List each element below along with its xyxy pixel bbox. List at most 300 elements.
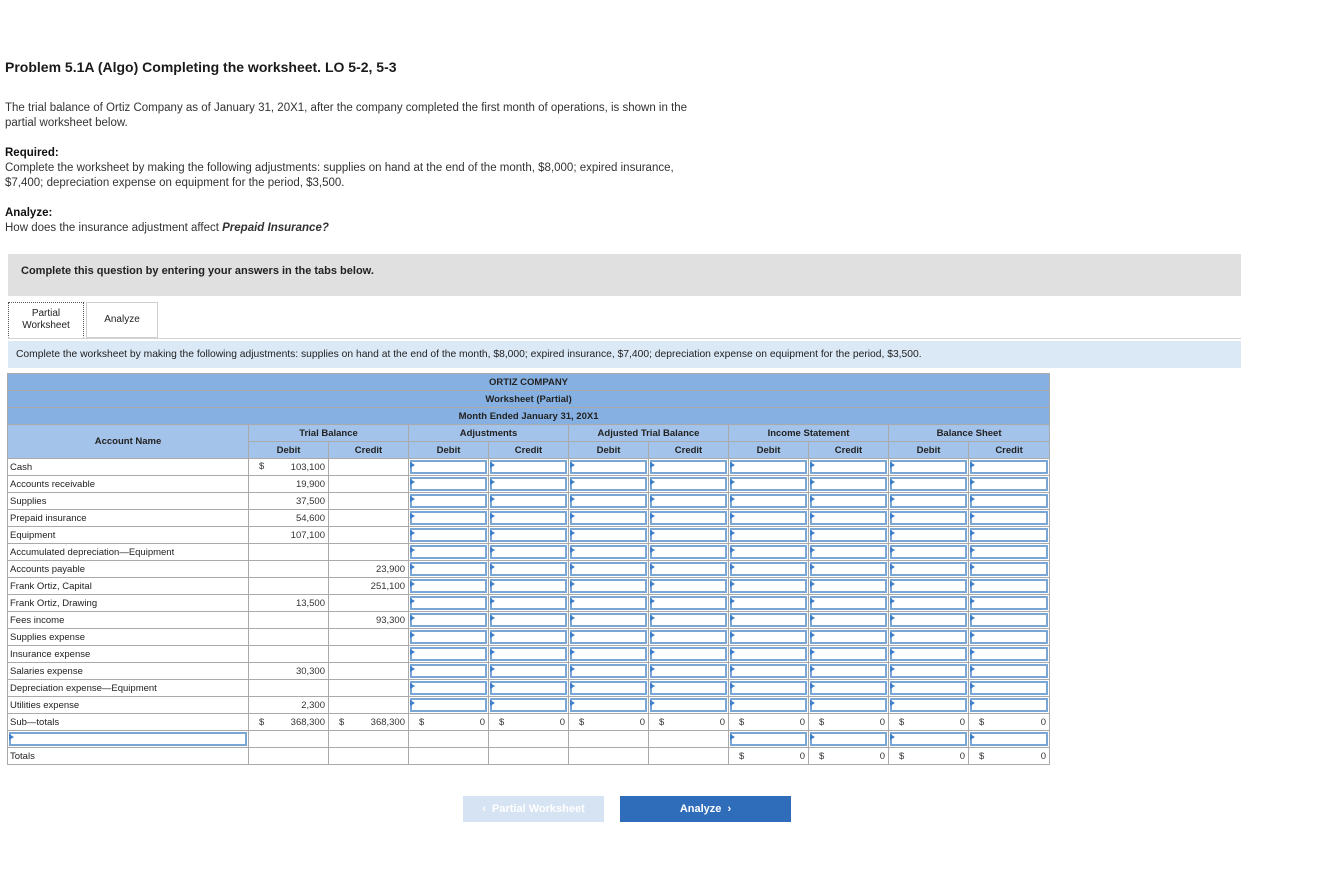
amount-input[interactable] <box>809 459 889 476</box>
tab-analyze[interactable] <box>86 302 158 338</box>
amount-input[interactable] <box>729 527 809 544</box>
trial-balance-debit <box>249 544 329 561</box>
input-border <box>810 698 887 712</box>
amount-input[interactable] <box>649 612 729 629</box>
prev-tab-label: Partial Worksheet <box>492 803 585 815</box>
amount-input[interactable] <box>969 697 1050 714</box>
amount-value: 0 <box>479 717 485 728</box>
input-border <box>970 681 1048 695</box>
amount-input[interactable] <box>489 595 569 612</box>
amount-input[interactable] <box>569 663 649 680</box>
amount-input[interactable] <box>809 595 889 612</box>
amount-input[interactable] <box>409 561 489 578</box>
input-border <box>730 732 807 746</box>
trial-balance-credit <box>329 476 409 493</box>
worksheet-period: Month Ended January 31, 20X1 <box>8 408 1050 425</box>
input-border <box>970 698 1048 712</box>
amount-input[interactable] <box>489 527 569 544</box>
amount-input[interactable] <box>649 697 729 714</box>
amount-input[interactable] <box>809 731 889 748</box>
amount-input[interactable] <box>409 527 489 544</box>
amount-input[interactable] <box>809 680 889 697</box>
account-name: Utilities expense <box>8 697 249 714</box>
trial-balance-debit <box>249 476 329 493</box>
amount-input[interactable] <box>409 629 489 646</box>
amount-input[interactable] <box>889 527 969 544</box>
amount-input[interactable] <box>729 612 809 629</box>
account-name: Accounts receivable <box>8 476 249 493</box>
input-border <box>810 630 887 644</box>
amount-input[interactable] <box>569 595 649 612</box>
amount-input[interactable] <box>969 544 1050 561</box>
input-border <box>970 545 1048 559</box>
amount-input[interactable] <box>889 646 969 663</box>
amount-input[interactable] <box>489 459 569 476</box>
input-border <box>490 562 567 576</box>
amount-input[interactable] <box>569 459 649 476</box>
debit-header: Debit <box>249 442 329 459</box>
empty-cell <box>249 748 329 765</box>
trial-balance-credit <box>329 459 409 476</box>
amount-input[interactable] <box>729 646 809 663</box>
amount-input[interactable] <box>569 680 649 697</box>
trial-balance-debit <box>249 578 329 595</box>
amount-input[interactable] <box>969 493 1050 510</box>
analyze-question-emphasis: Prepaid Insurance? <box>222 222 329 234</box>
amount-input[interactable] <box>969 680 1050 697</box>
account-name: Supplies <box>8 493 249 510</box>
amount-input[interactable] <box>569 646 649 663</box>
amount-input[interactable] <box>969 578 1050 595</box>
currency-symbol: $ <box>979 751 985 762</box>
amount-input[interactable] <box>489 612 569 629</box>
input-border <box>490 613 567 627</box>
input-border <box>570 511 647 525</box>
amount-input[interactable] <box>409 612 489 629</box>
amount-input[interactable] <box>569 510 649 527</box>
input-border <box>650 698 727 712</box>
amount-input[interactable] <box>649 629 729 646</box>
amount-input[interactable] <box>729 476 809 493</box>
input-border <box>810 664 887 678</box>
amount-input[interactable] <box>809 697 889 714</box>
amount-input[interactable] <box>729 663 809 680</box>
amount-input[interactable] <box>809 629 889 646</box>
amount-input[interactable] <box>889 459 969 476</box>
amount-input[interactable] <box>969 612 1050 629</box>
input-border <box>810 562 887 576</box>
amount-input[interactable] <box>489 476 569 493</box>
amount-input[interactable] <box>409 697 489 714</box>
input-border <box>490 647 567 661</box>
amount-input[interactable] <box>409 646 489 663</box>
input-border <box>730 630 807 644</box>
amount-input[interactable] <box>809 527 889 544</box>
input-border <box>490 528 567 542</box>
input-border <box>730 460 807 474</box>
amount-input[interactable] <box>969 663 1050 680</box>
amount-input[interactable] <box>889 561 969 578</box>
trial-balance-credit: 251,100 <box>329 578 409 595</box>
debit-value: 13,500 <box>295 597 325 609</box>
amount-input[interactable] <box>649 544 729 561</box>
currency-symbol: $ <box>579 717 585 728</box>
debit-value: 54,600 <box>295 512 325 524</box>
input-border <box>970 494 1048 508</box>
amount-input[interactable] <box>489 510 569 527</box>
account-name: Supplies expense <box>8 629 249 646</box>
input-border <box>490 511 567 525</box>
input-border <box>810 460 887 474</box>
amount-input[interactable] <box>489 697 569 714</box>
input-border <box>970 477 1048 491</box>
trial-balance-credit <box>329 544 409 561</box>
tab-instruction <box>8 341 1241 368</box>
amount-input[interactable] <box>809 476 889 493</box>
debit-header: Debit <box>729 442 809 459</box>
subtotal-value <box>809 748 889 765</box>
chevron-right-icon: › <box>721 803 732 815</box>
amount-input[interactable] <box>489 629 569 646</box>
net-income-label-input[interactable] <box>8 731 249 748</box>
amount-input[interactable] <box>889 544 969 561</box>
amount-input[interactable] <box>489 646 569 663</box>
credit-header: Credit <box>329 442 409 459</box>
input-border <box>410 528 487 542</box>
amount-input[interactable] <box>649 561 729 578</box>
input-border <box>650 528 727 542</box>
input-border <box>730 698 807 712</box>
input-border <box>730 494 807 508</box>
input-border <box>890 460 967 474</box>
amount-input[interactable] <box>489 680 569 697</box>
trial-balance-credit <box>329 629 409 646</box>
input-border <box>570 545 647 559</box>
account-name: Frank Ortiz, Drawing <box>8 595 249 612</box>
amount-input[interactable] <box>729 459 809 476</box>
amount-input[interactable] <box>409 680 489 697</box>
amount-input[interactable] <box>409 493 489 510</box>
amount-value: 0 <box>1040 751 1047 762</box>
amount-input[interactable] <box>729 578 809 595</box>
trial-balance-credit <box>329 510 409 527</box>
input-border <box>730 562 807 576</box>
amount-input[interactable] <box>729 731 809 748</box>
trial-balance-credit <box>329 646 409 663</box>
group-adjustments: Adjustments <box>409 425 569 442</box>
amount-input[interactable] <box>729 697 809 714</box>
debit-value: 103,100 <box>290 461 325 473</box>
amount-input[interactable] <box>409 578 489 595</box>
amount-input[interactable] <box>809 493 889 510</box>
empty-cell <box>489 731 569 748</box>
input-border <box>9 732 247 746</box>
trial-balance-credit: 93,300 <box>329 612 409 629</box>
input-border <box>650 613 727 627</box>
currency-symbol: $ <box>819 717 825 728</box>
page-title: Problem 5.1A (Algo) Completing the worksheet. LO 5-2, 5-3 <box>5 59 397 75</box>
account-row <box>8 646 1050 663</box>
amount-input[interactable] <box>569 697 649 714</box>
amount-input[interactable] <box>649 476 729 493</box>
account-row <box>8 578 1050 595</box>
input-border <box>890 630 967 644</box>
input-border <box>730 681 807 695</box>
account-name: Equipment <box>8 527 249 544</box>
subtotal-value <box>969 748 1050 765</box>
input-border <box>810 494 887 508</box>
trial-balance-debit <box>249 510 329 527</box>
subtotal-value <box>569 714 649 731</box>
worksheet-subtitle: Worksheet (Partial) <box>8 391 1050 408</box>
amount-input[interactable] <box>969 646 1050 663</box>
amount-input[interactable] <box>409 510 489 527</box>
input-border <box>730 613 807 627</box>
amount-input[interactable] <box>649 578 729 595</box>
amount-input[interactable] <box>889 476 969 493</box>
input-border <box>890 579 967 593</box>
subtotal-value <box>889 714 969 731</box>
input-border <box>410 545 487 559</box>
intro-line-2: partial worksheet below. <box>5 117 128 129</box>
input-border <box>730 664 807 678</box>
required-section <box>5 146 765 191</box>
input-border <box>810 613 887 627</box>
amount-input[interactable] <box>409 476 489 493</box>
amount-input[interactable] <box>489 561 569 578</box>
amount-input[interactable] <box>729 544 809 561</box>
amount-input[interactable] <box>809 612 889 629</box>
account-row <box>8 510 1050 527</box>
amount-input[interactable] <box>569 493 649 510</box>
account-row <box>8 612 1050 629</box>
debit-value: 30,300 <box>295 665 325 677</box>
currency-symbol: $ <box>819 751 825 762</box>
input-border <box>810 528 887 542</box>
input-border <box>730 596 807 610</box>
trial-balance-debit <box>249 629 329 646</box>
amount-value: 0 <box>959 751 965 762</box>
currency-symbol: $ <box>259 717 265 728</box>
input-border <box>410 647 487 661</box>
input-border <box>890 528 967 542</box>
amount-input[interactable] <box>569 527 649 544</box>
amount-input[interactable] <box>729 493 809 510</box>
amount-input[interactable] <box>969 731 1050 748</box>
amount-input[interactable] <box>489 493 569 510</box>
amount-input[interactable] <box>409 663 489 680</box>
input-border <box>970 562 1048 576</box>
debit-header: Debit <box>409 442 489 459</box>
amount-input[interactable] <box>649 595 729 612</box>
amount-value: 368,300 <box>290 717 325 728</box>
trial-balance-credit <box>329 697 409 714</box>
input-border <box>970 732 1048 746</box>
amount-input[interactable] <box>569 612 649 629</box>
amount-input[interactable] <box>889 578 969 595</box>
amount-input[interactable] <box>809 561 889 578</box>
amount-input[interactable] <box>489 578 569 595</box>
input-border <box>730 647 807 661</box>
amount-input[interactable] <box>809 544 889 561</box>
input-border <box>570 613 647 627</box>
amount-input[interactable] <box>889 680 969 697</box>
input-border <box>890 562 967 576</box>
debit-header: Debit <box>889 442 969 459</box>
input-border <box>730 545 807 559</box>
amount-input[interactable] <box>889 612 969 629</box>
currency-symbol: $ <box>659 717 665 728</box>
tab-label-line-2: Worksheet <box>22 320 70 331</box>
currency-symbol: $ <box>419 717 425 728</box>
amount-input[interactable] <box>409 459 489 476</box>
subtotal-value <box>489 714 569 731</box>
amount-input[interactable] <box>969 527 1050 544</box>
amount-input[interactable] <box>889 493 969 510</box>
amount-input[interactable] <box>489 544 569 561</box>
trial-balance-debit <box>249 493 329 510</box>
amount-input[interactable] <box>649 510 729 527</box>
input-border <box>650 562 727 576</box>
account-row <box>8 663 1050 680</box>
amount-input[interactable] <box>409 595 489 612</box>
amount-input[interactable] <box>649 459 729 476</box>
amount-input[interactable] <box>889 663 969 680</box>
amount-input[interactable] <box>969 561 1050 578</box>
subtotal-value <box>649 714 729 731</box>
currency-symbol: $ <box>899 717 905 728</box>
currency-symbol: $ <box>339 717 345 728</box>
amount-input[interactable] <box>569 544 649 561</box>
next-tab-button[interactable] <box>620 796 791 822</box>
amount-input[interactable] <box>809 646 889 663</box>
account-name: Cash <box>8 459 249 476</box>
amount-input[interactable] <box>569 561 649 578</box>
currency-symbol: $ <box>259 461 265 472</box>
subtotal-value <box>729 714 809 731</box>
subtotals-row <box>8 714 1050 731</box>
account-name-header: Account Name <box>8 425 249 459</box>
prev-tab-button[interactable] <box>463 796 604 822</box>
empty-cell <box>329 748 409 765</box>
amount-input[interactable] <box>889 595 969 612</box>
amount-input[interactable] <box>649 680 729 697</box>
input-border <box>890 647 967 661</box>
amount-input[interactable] <box>729 561 809 578</box>
amount-input[interactable] <box>569 476 649 493</box>
tab-partial-worksheet[interactable] <box>8 302 84 338</box>
amount-value: 0 <box>879 717 885 728</box>
input-border <box>970 664 1048 678</box>
amount-input[interactable] <box>729 510 809 527</box>
next-tab-label: Analyze <box>679 803 722 815</box>
credit-header: Credit <box>809 442 889 459</box>
subtotal-value <box>969 714 1050 731</box>
input-border <box>490 630 567 644</box>
subtotals-label: Sub—totals <box>8 714 249 731</box>
input-border <box>410 630 487 644</box>
amount-input[interactable] <box>809 578 889 595</box>
instructions-banner <box>8 254 1241 296</box>
amount-input[interactable] <box>649 493 729 510</box>
input-border <box>410 494 487 508</box>
amount-input[interactable] <box>889 510 969 527</box>
totals-row <box>8 748 1050 765</box>
trial-balance-credit <box>329 663 409 680</box>
account-name: Depreciation expense—Equipment <box>8 680 249 697</box>
input-border <box>410 511 487 525</box>
amount-input[interactable] <box>809 663 889 680</box>
amount-input[interactable] <box>729 595 809 612</box>
amount-input[interactable] <box>409 544 489 561</box>
credit-header: Credit <box>489 442 569 459</box>
amount-input[interactable] <box>969 510 1050 527</box>
tab-instruction-text: Complete the worksheet by making the following adjustments: supplies on hand at the end of the month, $8,000; expired insurance, $7,400; depreciation expense on equipment for the period, $3,500. <box>16 349 922 360</box>
input-border <box>810 545 887 559</box>
amount-input[interactable] <box>969 629 1050 646</box>
amount-input[interactable] <box>649 663 729 680</box>
amount-input[interactable] <box>649 646 729 663</box>
input-border <box>730 579 807 593</box>
trial-balance-debit <box>249 527 329 544</box>
amount-input[interactable] <box>729 629 809 646</box>
input-border <box>970 579 1048 593</box>
subtotal-value <box>889 748 969 765</box>
input-border <box>490 664 567 678</box>
empty-cell <box>409 731 489 748</box>
input-border <box>410 681 487 695</box>
currency-symbol: $ <box>739 717 745 728</box>
amount-input[interactable] <box>969 459 1050 476</box>
amount-input[interactable] <box>969 595 1050 612</box>
amount-input[interactable] <box>889 629 969 646</box>
banner-text: Complete this question by entering your answers in the tabs below. <box>21 265 374 277</box>
currency-symbol: $ <box>739 751 745 762</box>
amount-value: 0 <box>639 717 645 728</box>
amount-input[interactable] <box>489 663 569 680</box>
amount-input[interactable] <box>729 680 809 697</box>
amount-input[interactable] <box>569 629 649 646</box>
account-row <box>8 544 1050 561</box>
trial-balance-debit <box>249 612 329 629</box>
input-border <box>650 545 727 559</box>
amount-input[interactable] <box>649 527 729 544</box>
input-border <box>410 698 487 712</box>
debit-value: 19,900 <box>295 478 325 490</box>
amount-input[interactable] <box>809 510 889 527</box>
input-border <box>490 494 567 508</box>
tab-label: Analyze <box>104 314 140 325</box>
input-border <box>490 681 567 695</box>
account-row <box>8 697 1050 714</box>
account-row <box>8 680 1050 697</box>
intro-text <box>5 101 765 131</box>
amount-input[interactable] <box>969 476 1050 493</box>
input-border <box>490 477 567 491</box>
amount-input[interactable] <box>889 697 969 714</box>
analyze-question-text: How does the insurance adjustment affect <box>5 222 223 234</box>
input-border <box>570 698 647 712</box>
amount-input[interactable] <box>569 578 649 595</box>
input-border <box>570 477 647 491</box>
subtotal-value <box>809 714 889 731</box>
amount-value: 368,300 <box>370 717 405 728</box>
trial-balance-debit <box>249 459 329 476</box>
amount-input[interactable] <box>889 731 969 748</box>
amount-value: 0 <box>719 717 725 728</box>
trial-balance-debit <box>249 680 329 697</box>
amount-value: 0 <box>559 717 565 728</box>
